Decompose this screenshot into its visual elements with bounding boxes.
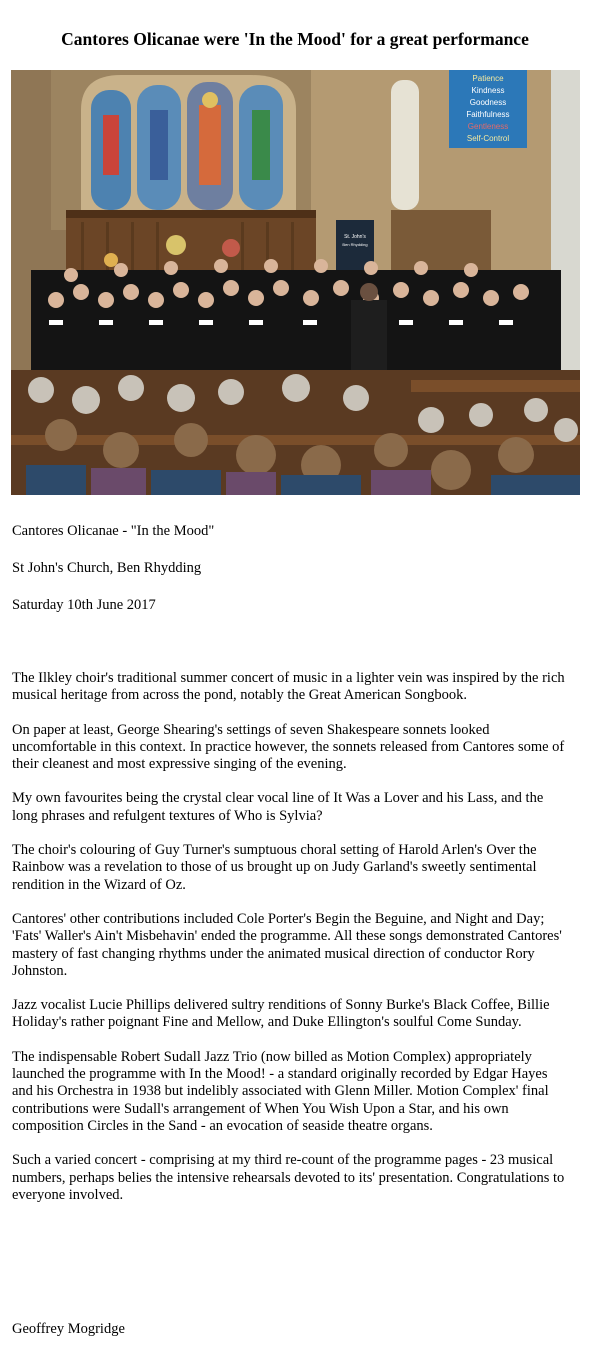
review-paragraph: On paper at least, George Shearing's settings of seven Shakespeare sonnets looked uncomfortable in this context. In practice however, the sonnets released from Cantores some of their cleanest and most expressive singing of the evening. (12, 721, 565, 773)
svg-text:Patience: Patience (472, 74, 504, 83)
svg-text:Goodness: Goodness (469, 98, 507, 107)
svg-text:St. John's: St. John's (344, 234, 366, 240)
review-paragraph: The choir's colouring of Guy Turner's sumptuous choral setting of Harold Arlen's Over the Rainbow was a revelation to those of us brought up on Judy Garland's sweetly sentimental rendition in the Wizard of Oz. (12, 842, 537, 893)
svg-text:Kindness: Kindness (471, 86, 505, 95)
concert-name: Cantores Olicanae - "In the Mood" (12, 523, 215, 539)
author-name: Geoffrey Mogridge (12, 1321, 125, 1337)
review-paragraph: Cantores' other contributions included Cole Porter's Begin the Beguine, and Night and Day; 'Fats' Waller's Ain't Misbehavin' ended the programme. All these songs demonstrated Cantores' mastery of fast changing rhythms under the animated musical direction of conductor Rory Johnston. (12, 910, 562, 979)
concert-date: Saturday 10th June 2017 (12, 597, 156, 613)
review-paragraph: The indispensable Robert Sudall Jazz Trio (now billed as Motion Complex) appropriately launched the programme with In the Mood! - a standard originally recorded by Edgar Hayes and his Orchestra in 1938 but indelibly associated with Glenn Miller. Motion Complex' final contributions were Sudall's arrangement of When You Wish Upon a Star, and his own composition Circles in the Sand - an evocation of seaside theatre organs. (12, 1048, 549, 1134)
review-paragraph: The Ilkley choir's traditional summer concert of music in a lighter vein was inspired by the rich musical heritage from across the pond, notably the Great American Songbook. (12, 670, 565, 704)
review-paragraph: Jazz vocalist Lucie Phillips delivered sultry renditions of Sonny Burke's Black Coffee, Billie Holiday's rather poignant Fine and Mellow, and Duke Ellington's soulful Come Sunday. (12, 997, 550, 1031)
review-body (12, 670, 568, 1221)
svg-text:Gentleness: Gentleness (467, 122, 509, 131)
concert-photo (11, 70, 580, 495)
review-paragraph: My own favourites being the crystal clear vocal line of It Was a Lover and his Lass, and the long phrases and refulgent textures of Who is Sylvia? (12, 790, 544, 824)
svg-text:Ben Rhydding: Ben Rhydding (342, 242, 368, 247)
svg-text:Faithfulness: Faithfulness (466, 110, 510, 119)
fruits-of-spirit-banner (449, 70, 527, 148)
concert-venue: St John's Church, Ben Rhydding (12, 560, 202, 576)
svg-text:Self-Control: Self-Control (466, 134, 510, 143)
review-paragraph: Such a varied concert - comprising at my third re-count of the programme pages - 23 musical numbers, perhaps belies the intensive rehearsals devoted to its' presentation. Congratulations to everyone involved. (12, 1152, 565, 1203)
article-title: Cantores Olicanae were 'In the Mood' for a great performance (61, 29, 529, 49)
